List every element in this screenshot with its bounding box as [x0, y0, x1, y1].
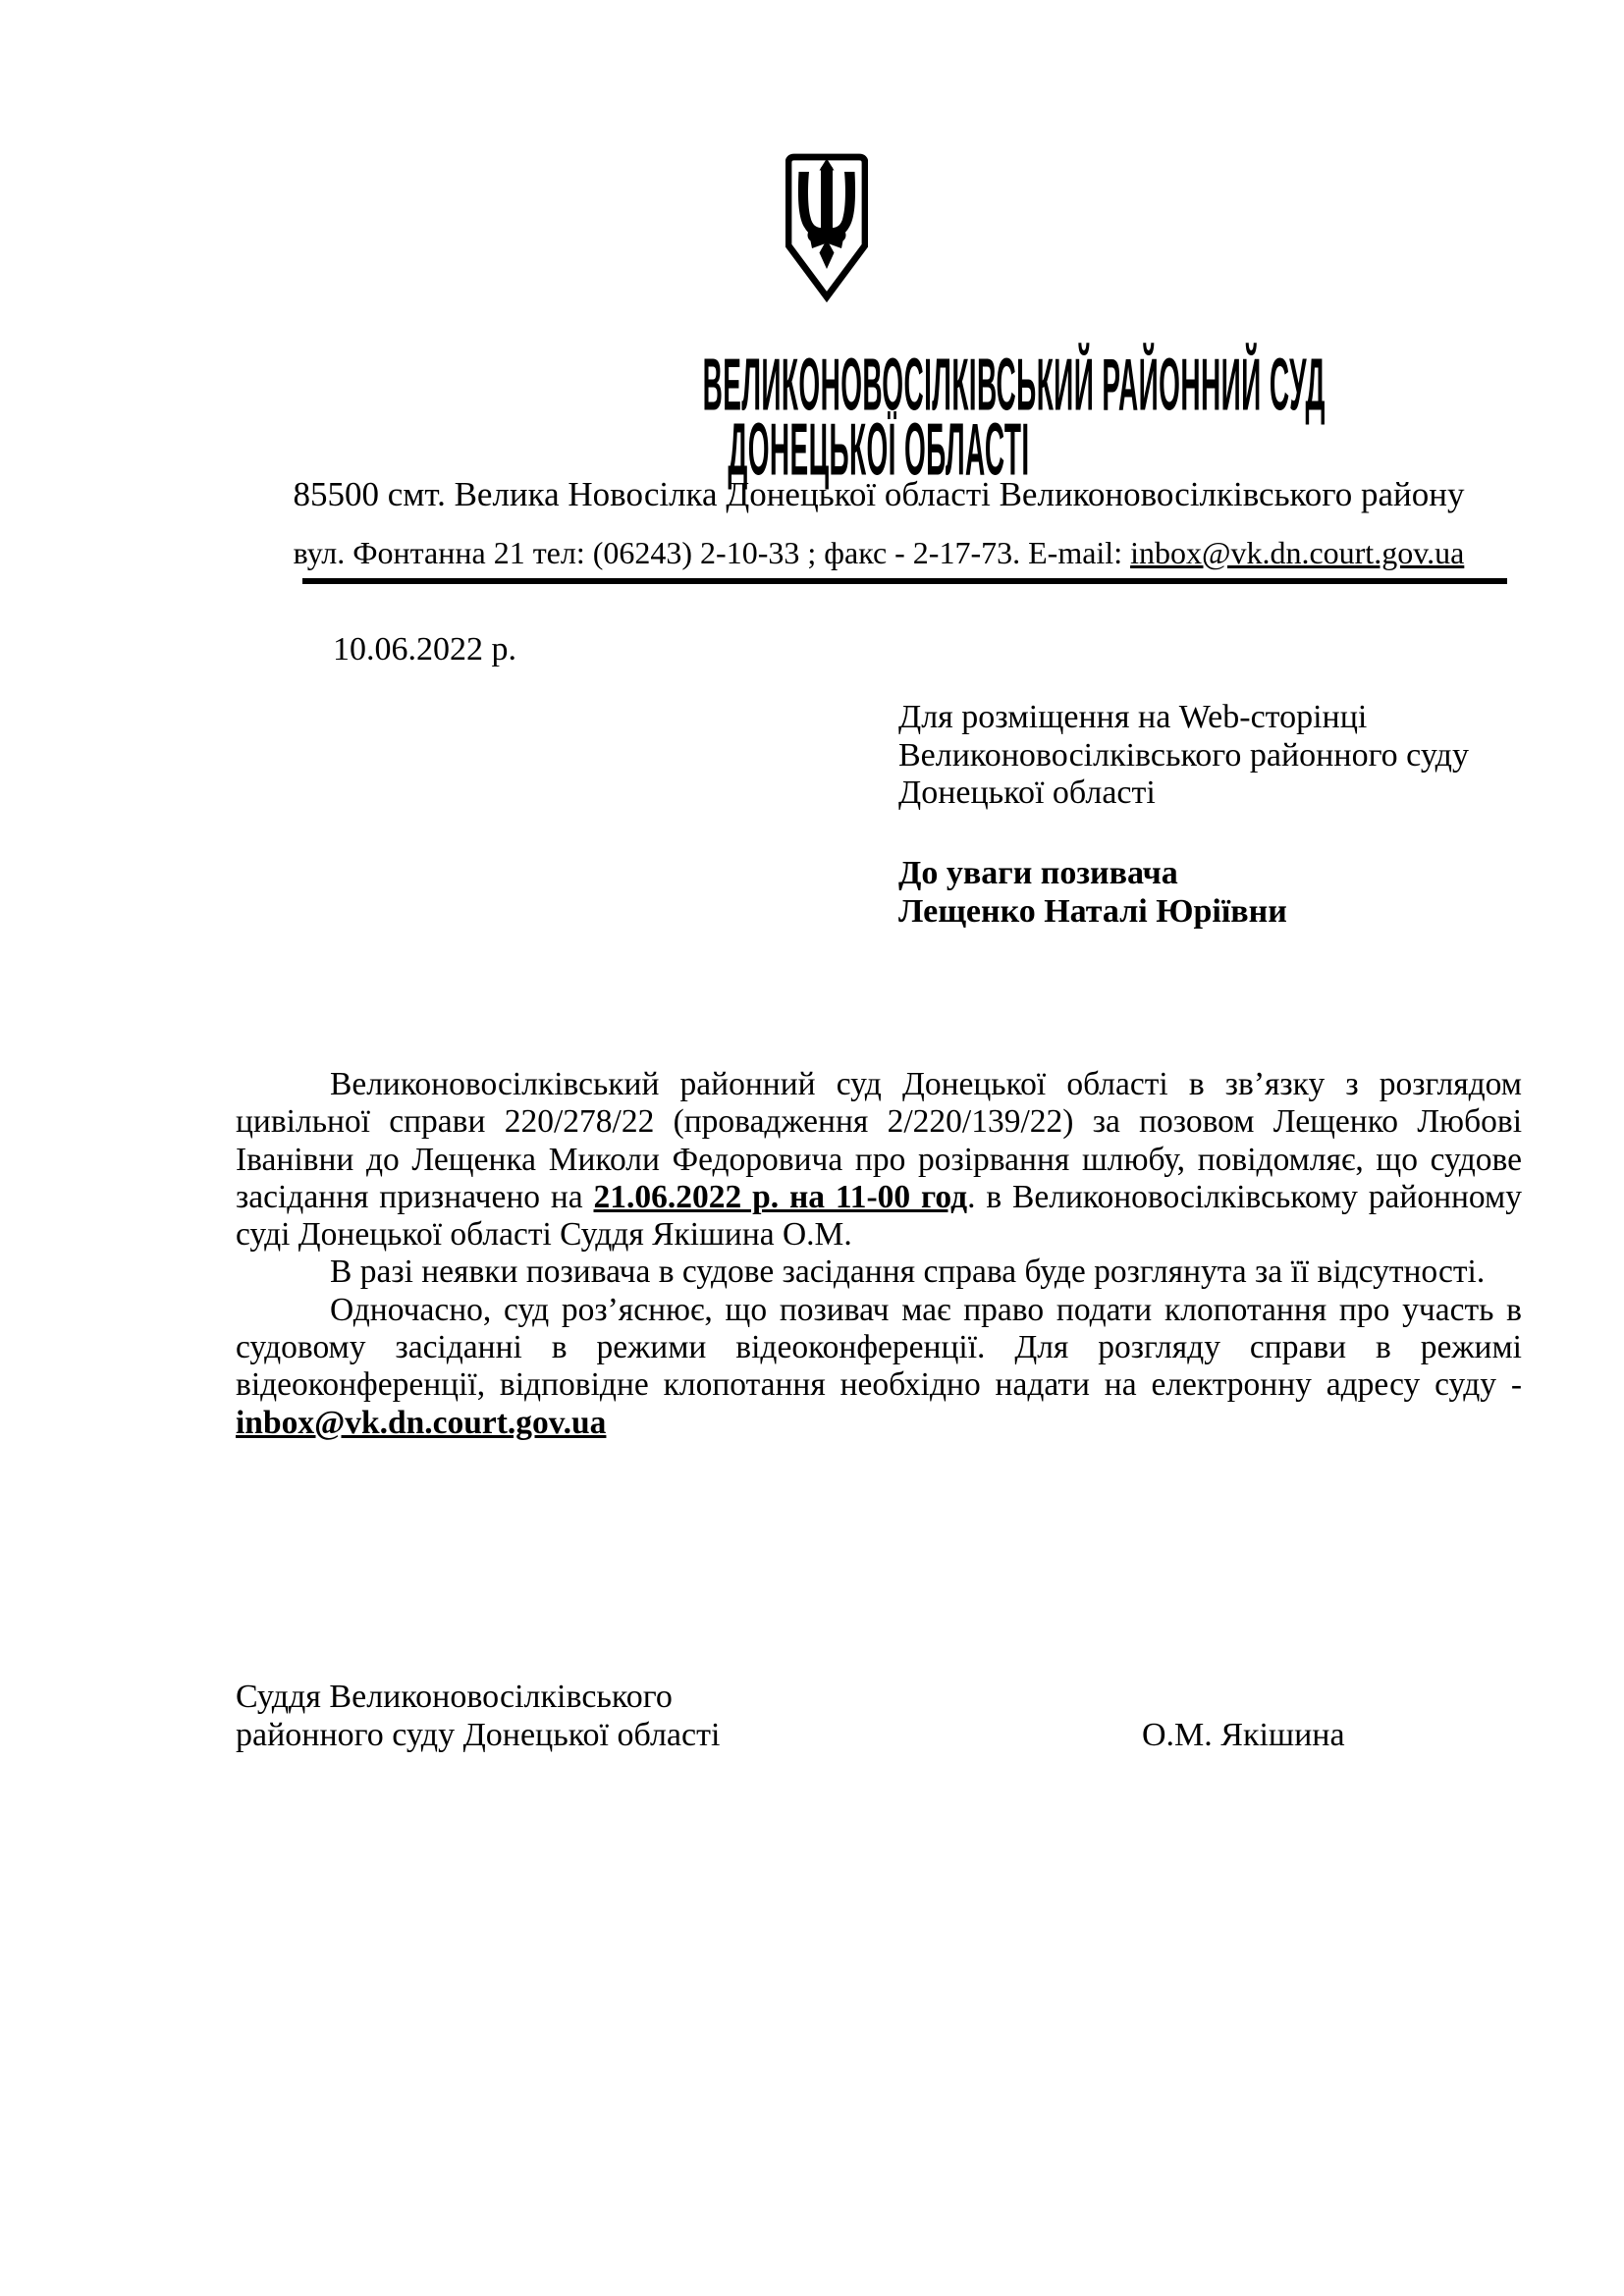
letter-body — [236, 1066, 1522, 1442]
court-name-line1-text: ВЕЛИКОНОВОСІЛКІВСЬКИЙ РАЙОННИЙ СУД — [702, 343, 1326, 426]
recipient-line2: Великоновосілківського районного суду — [898, 736, 1469, 774]
body-email-link[interactable]: inbox@vk.dn.court.gov.ua — [236, 1404, 607, 1441]
letterhead-email-link[interactable]: inbox@vk.dn.court.gov.ua — [1130, 535, 1465, 570]
signature-judge-name: О.М. Якішина — [1142, 1717, 1345, 1753]
court-name-line2-text: ДОНЕЦЬКОЇ ОБЛАСТІ — [728, 407, 1030, 491]
letterhead-address: 85500 смт. Велика Новосілка Донецької області Великоновосілківського району — [293, 475, 1465, 513]
trident-emblem-icon — [785, 153, 868, 302]
paragraph-hearing-notice — [236, 1066, 1522, 1254]
recipient-line3: Донецької області — [898, 774, 1156, 812]
letterhead-contacts — [236, 535, 1522, 571]
paragraph-absence-warning: В разі неявки позивача в судове засідання справа буде розглянута за її відсутності. — [330, 1254, 1486, 1291]
paragraph-hearing-notice-end: . в Великоновосілківському районному суді Донецької області Суддя Якішина О.М. — [236, 1178, 1522, 1254]
recipient-block — [898, 699, 1469, 813]
letterhead-divider — [302, 578, 1507, 584]
recipient-line1: Для розміщення на Web-сторінці — [898, 699, 1368, 735]
attention-line1: До уваги позивача — [898, 855, 1178, 891]
attention-line2: Лещенко Наталі Юріївни — [898, 892, 1287, 930]
hearing-date-highlight: 21.06.2022 р. на 11-00 год — [593, 1178, 968, 1215]
letterhead-contacts-text: вул. Фонтанна 21 тел: (06243) 2-10-33 ; факс - 2-17-73. E-mail: — [293, 535, 1131, 570]
attention-block — [898, 855, 1287, 931]
signature-title-line2: районного суду Донецької області — [236, 1717, 721, 1753]
document-date: 10.06.2022 р. — [333, 631, 516, 667]
paragraph-videoconference-text: Одночасно, суд роз’яснює, що позивач має право подати клопотання про участь в судовому засіданні в режими відеоконференції. Для розгляду справи в режимі відеоконференції, відповідне клопотання необхідно надати на електронну адресу суду - — [236, 1291, 1522, 1404]
paragraph-videoconference — [236, 1292, 1522, 1442]
paragraph-hearing-notice-start: Великоновосілківський районний суд Донецької області в зв’язку з розглядом цивільної справи 220/278/22 (провадження 2/220/139/22) за позовом Лещенко Любові Іванівни до Лещенка Миколи Федоровича про розірвання шлюбу, повідомляє, що судове засідання призначено на — [236, 1066, 1522, 1215]
court-name-line1 — [236, 343, 1522, 426]
signature-title-line1: Суддя Великоновосілківського — [236, 1679, 673, 1715]
court-name-line2 — [236, 407, 1522, 491]
